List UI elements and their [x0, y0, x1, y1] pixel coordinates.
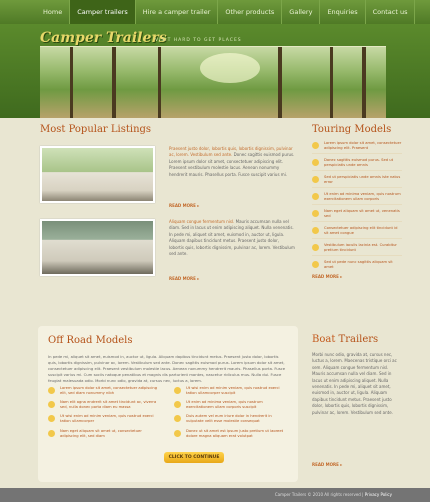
- bullet-icon: [312, 159, 319, 166]
- bullet-icon: [312, 244, 319, 251]
- logo[interactable]: Camper Trailers: [40, 30, 167, 46]
- nav-item-enquiries[interactable]: Enquiries: [320, 0, 365, 24]
- off-road-text: In pede mi, aliquet sit amet, euismod in, auctor ut, ligula. Aliquam dapibus tincidunt metus. Praesent justo dolor, lobortis quis, lobortis dignissim, pulvinar ac, lorem. Vestibulum sed ante. Donec sagittis euismod purus. Lorem ipsum dolor sit amet, consectetuer adipiscing elit. Praesent vestibulum molestie lacus. Aenean nonummy hendrerit mauris. Phasellus porta. Fusce suscipit varius mi. Cum sociis natoque penatibus et magnis dis parturient montes, nascetur ridiculus mus. Nulla dui. Fusce feugiat malesuada odio. Morbi nunc odio, gravida at, cursus nec, luctus a, lorem.: [48, 354, 286, 383]
- popular-listings-section: [40, 124, 295, 281]
- tree-trunk: [112, 47, 116, 118]
- off-road-link[interactable]: Nam eget aliquam sit amet ut, consectetuer adipiscing elit, sed diam: [48, 429, 160, 439]
- read-more-link[interactable]: READ MORE ▸: [169, 276, 200, 281]
- touring-list-item[interactable]: Sed ut perspiciatis unde omnis iste natus error: [312, 175, 402, 188]
- listing-text: [169, 146, 295, 178]
- off-road-link[interactable]: Duis autem vel eum iriure dolor in hendrerit in vulputate velit esse molestie consequat: [174, 414, 286, 424]
- bullet-icon: [312, 261, 319, 268]
- camper-trailer-image[interactable]: [40, 146, 155, 203]
- listing-highlight: Praesent justo dolor, lobortis quis, lobortis dignissim, pulvinar ac, lorem. Vestibulum sed ante.: [169, 146, 293, 158]
- nav-item-hire[interactable]: Hire a camper trailer: [136, 0, 219, 24]
- tree-trunk: [362, 47, 366, 118]
- boat-trailers-section: [312, 334, 402, 467]
- off-road-link[interactable]: Ut enim ad minima veniam, quis nostrum exercitationem ullam corporis suscipit: [174, 400, 286, 410]
- bullet-icon: [48, 430, 55, 437]
- bullet-icon: [312, 176, 319, 183]
- listing-body: Donec sagittis euismod purus. Lorem ipsum dolor sit amet, consectetuer adipiscing elit. Praesent vestibulum molestie lacus. Aenean nonummy hendrerit mauris. Phasellus porta. Fusce suscipit varius mi.: [169, 152, 295, 177]
- tree-trunk: [330, 47, 333, 118]
- tree-trunk: [70, 47, 73, 118]
- boat-read-more-link[interactable]: READ MORE ▸: [312, 462, 343, 467]
- header: [0, 24, 430, 118]
- footer-text: Camper Trailers © 2010 All rights reserved | Privacy Policy: [274, 492, 392, 497]
- bullet-icon: [174, 415, 181, 422]
- bullet-icon: [312, 142, 319, 149]
- off-road-link[interactable]: Lorem ipsum dolor sit amet, consectetuer adipiscing elit, sed diam nonummy nibh: [48, 386, 160, 396]
- off-road-link[interactable]: Donec ut sit amet est ipsum justo pretium ut laoreet dolore magna aliquam erat volutpat: [174, 429, 286, 439]
- listing-body: Mauris accumsan nulla vel diam. Sed in lacus ut enim adipiscing aliquet. Nulla venenatis. In pede mi, aliquet sit amet, euismod in, auctor ut, ligula. Aliquam dapibus tincidunt metus. Praesent justo dolor, lobortis quis, lobortis dignissim, pulvinar ac, lorem. Vestibulum sed ante.: [169, 219, 295, 257]
- touring-list-item[interactable]: Ut enim ad minima veniam, quis nostrum exercitationem ullam corporis: [312, 192, 402, 205]
- bullet-icon: [48, 415, 55, 422]
- main-nav: [0, 0, 430, 24]
- tagline: VISIT HARD TO GET PLACES: [155, 38, 242, 43]
- touring-list-item[interactable]: Lorem ipsum dolor sit amet, consectetuer adipiscing elit. Praesent: [312, 141, 402, 154]
- copyright: Camper Trailers © 2010 All rights reserved: [274, 492, 361, 497]
- nav-item-other-products[interactable]: Other products: [218, 0, 282, 24]
- bullet-icon: [174, 387, 181, 394]
- off-road-link[interactable]: Nam elit agna endrerit sit amet tincidunt ac, viverra sed, nulla donec porta diam eu massa: [48, 400, 160, 410]
- sunlight-glow: [200, 53, 260, 83]
- touring-list-item[interactable]: Sed ut pede nunc sagittis aliquam sit amet: [312, 260, 402, 273]
- boat-trailers-text: Morbi nunc odio, gravida at, cursus nec, luctus a, lorem. Maecenas tristique orci ac sem. Aliquam congue fermentum nisl. Mauris accumsan nulla vel diam. Sed in lacus ut enim adipiscing aliquet. Nulla venenatis. In pede mi, aliquet sit amet, euismod in, auctor ut, ligula. Aliquam dapibus tincidunt metus. Praesent justo dolor, lobortis quis, lobortis dignissim, pulvinar ac, lorem. Vestibulum sed ante.: [312, 352, 397, 415]
- tree-trunk: [158, 47, 161, 118]
- touring-models-section: [312, 124, 402, 279]
- bullet-icon: [174, 430, 181, 437]
- nav-item-home[interactable]: Home: [36, 0, 70, 24]
- nav-item-contact[interactable]: Contact us: [366, 0, 416, 24]
- touring-list-item[interactable]: Vestibulum iaculis lacinia est. Curabitur pretium tincidunt: [312, 243, 402, 256]
- privacy-policy-link[interactable]: Privacy Policy: [364, 492, 392, 497]
- bullet-icon: [48, 387, 55, 394]
- boat-trailers-title: Boat Trailers: [312, 334, 379, 345]
- off-road-models-panel: [38, 326, 298, 482]
- footer: [0, 488, 430, 502]
- tree-trunk: [278, 47, 282, 118]
- touring-models-title: Touring Models: [312, 124, 392, 135]
- nav-menu: [36, 0, 415, 24]
- bullet-icon: [312, 227, 319, 234]
- popular-listings-title: Most Popular Listings: [40, 124, 152, 135]
- off-road-link[interactable]: Ut wisi enim ad minim veniam, quis nostrud exerci tation ullamcorper: [48, 414, 160, 424]
- touring-list: [312, 141, 402, 277]
- bullet-icon: [312, 210, 319, 217]
- click-to-continue-button[interactable]: CLICK TO CONTINUE: [164, 452, 224, 463]
- bullet-icon: [48, 401, 55, 408]
- forest-banner-image: [40, 46, 386, 118]
- campers-seated-image[interactable]: [40, 219, 155, 276]
- read-more-link[interactable]: READ MORE ▸: [169, 203, 200, 208]
- touring-list-item[interactable]: Donec sagittis euismod purus. Sed ut perspiciatis unde omnis: [312, 158, 402, 171]
- bullet-icon: [174, 401, 181, 408]
- listing-text: [169, 219, 295, 257]
- off-road-title: Off Road Models: [48, 335, 133, 346]
- bullet-icon: [312, 193, 319, 200]
- touring-read-more-link[interactable]: READ MORE ▸: [312, 274, 343, 279]
- nav-item-gallery[interactable]: Gallery: [282, 0, 320, 24]
- nav-item-camper-trailers[interactable]: Camper trailers: [70, 0, 136, 24]
- touring-list-item[interactable]: Consectetuer adipiscing elit tincidunt id sit amet congue: [312, 226, 402, 239]
- off-road-link[interactable]: Ut wisi enim ad minim veniam, quis nostrud exerci tation ullamcorper suscipit: [174, 386, 286, 396]
- listing-highlight: Aliquam congue fermentum nisl.: [169, 219, 235, 224]
- touring-list-item[interactable]: Nam eget aliquam sit amet ut, venenatis sed: [312, 209, 402, 222]
